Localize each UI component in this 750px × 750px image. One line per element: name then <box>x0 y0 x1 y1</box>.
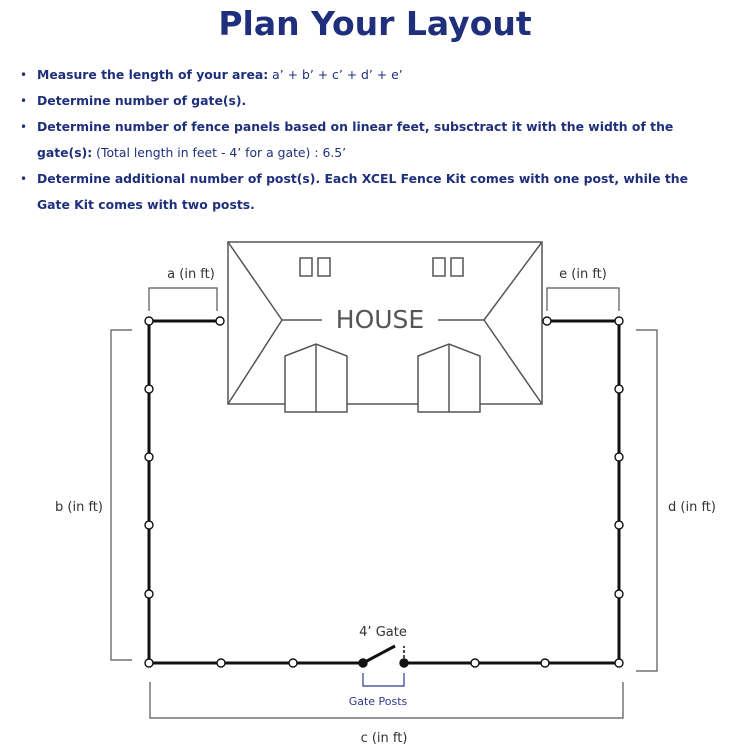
bracket-a <box>149 288 217 311</box>
bullet-icon: • <box>20 172 28 186</box>
instruction-normal: a’ + b’ + c’ + d’ + e’ <box>268 67 403 82</box>
label-b: b (in ft) <box>55 500 103 515</box>
gate-label: 4’ Gate <box>359 625 407 640</box>
instruction-bold: Measure the length of your area: <box>37 67 269 82</box>
fence-post <box>543 317 551 325</box>
label-a: a (in ft) <box>167 267 215 282</box>
fence-post <box>216 317 224 325</box>
fence-post <box>145 453 153 461</box>
gate-swing <box>363 646 395 663</box>
house-label: HOUSE <box>335 305 425 334</box>
fence-post <box>615 521 623 529</box>
bullet-icon: • <box>20 94 28 108</box>
fence-post <box>615 590 623 598</box>
fence-post <box>217 659 225 667</box>
bracket-b <box>111 330 132 660</box>
fence-post <box>471 659 479 667</box>
fence-post <box>145 521 153 529</box>
page-title: Plan Your Layout <box>218 4 532 43</box>
instruction-normal: (Total length in feet - 4’ for a gate) : 6.5’ <box>92 145 347 160</box>
fence-post <box>145 590 153 598</box>
label-e: e (in ft) <box>559 267 607 282</box>
fence-post <box>615 317 623 325</box>
gate-posts-label: Gate Posts <box>348 695 408 708</box>
bracket-gate-posts <box>363 673 404 686</box>
bracket-d <box>636 330 657 671</box>
fence-post <box>615 453 623 461</box>
fence-post <box>145 385 153 393</box>
bullet-icon: • <box>20 120 28 134</box>
fence-post <box>615 659 623 667</box>
instruction-bold: Determine number of gate(s). <box>37 93 247 108</box>
fence-post <box>615 385 623 393</box>
instruction-bold: Determine number of fence panels based on linear feet, subsctract it with the width of the gate(s): <box>37 119 674 160</box>
gate-post <box>359 659 367 667</box>
instruction-bold: Determine additional number of post(s). Each XCEL Fence Kit comes with one post, while the Gate Kit comes with two posts. <box>37 171 688 212</box>
fence-post <box>145 317 153 325</box>
label-d: d (in ft) <box>668 500 716 515</box>
fence-post <box>289 659 297 667</box>
fence-post <box>145 659 153 667</box>
gate-post <box>400 659 408 667</box>
fence-post <box>541 659 549 667</box>
bullet-icon: • <box>20 68 28 82</box>
bracket-e <box>547 288 619 311</box>
label-c: c (in ft) <box>360 731 408 746</box>
